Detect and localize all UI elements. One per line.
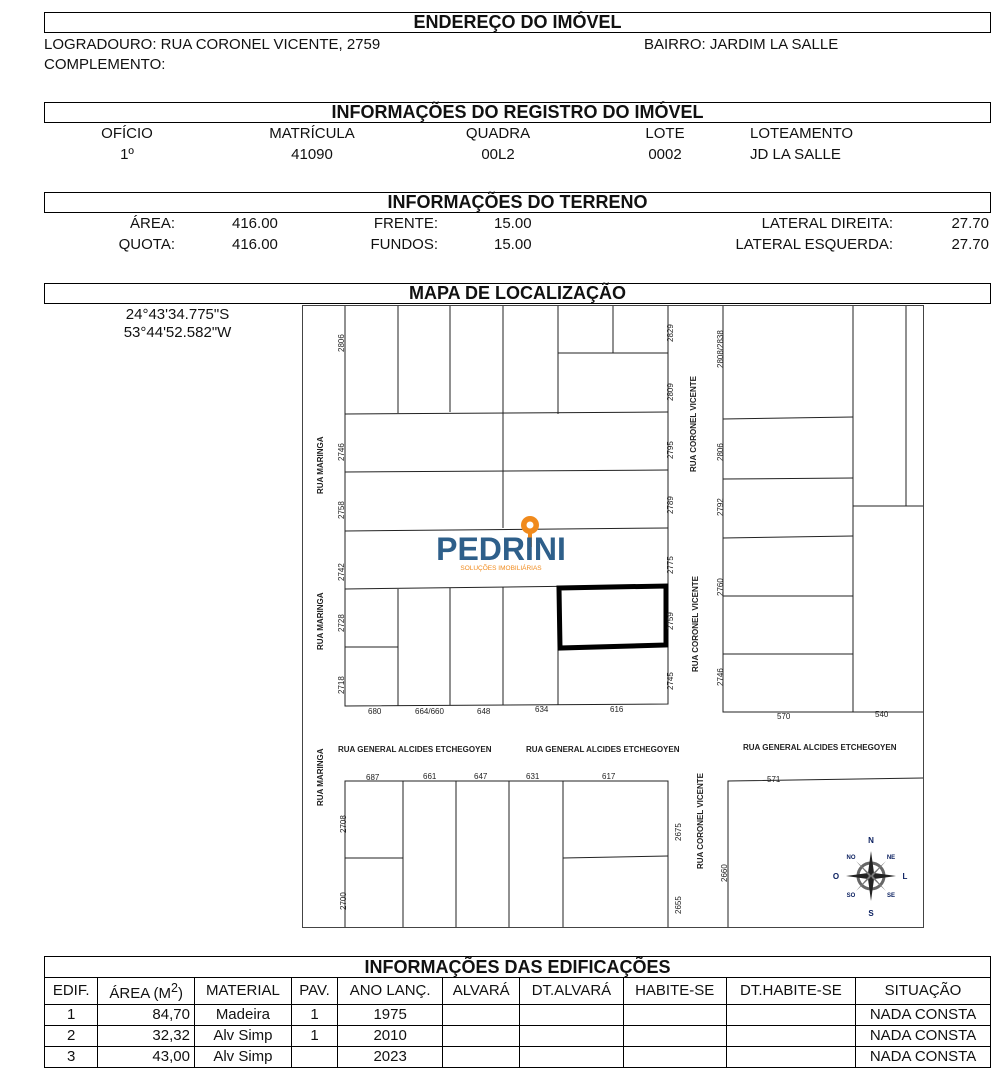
complemento: COMPLEMENTO: bbox=[44, 56, 166, 73]
table-cell: 1 bbox=[291, 1026, 337, 1047]
house-number: 648 bbox=[477, 707, 491, 716]
column-header: DT.ALVARÁ bbox=[520, 978, 623, 1005]
table-cell: Alv Simp bbox=[194, 1047, 291, 1068]
house-number: 540 bbox=[875, 710, 889, 719]
street-maringa-2: RUA MARINGA bbox=[316, 592, 325, 650]
table-row bbox=[45, 1026, 991, 1047]
compass-n: N bbox=[868, 836, 874, 845]
house-number: 2792 bbox=[716, 498, 725, 516]
lateral-esquerda-value: 27.70 bbox=[951, 236, 989, 253]
house-number: 617 bbox=[602, 772, 616, 781]
quadra-header: QUADRA bbox=[465, 125, 531, 142]
house-number: 2759 bbox=[666, 612, 675, 630]
table-cell: 2023 bbox=[338, 1047, 443, 1068]
house-number: 571 bbox=[767, 775, 781, 784]
table-cell: NADA CONSTA bbox=[856, 1026, 991, 1047]
street-coronel-2: RUA CORONEL VICENTE bbox=[691, 575, 700, 672]
table-cell: 2010 bbox=[338, 1026, 443, 1047]
latitude: 24°43'34.775"S bbox=[125, 306, 230, 323]
frente-value: 15.00 bbox=[494, 215, 532, 232]
mapa-title: MAPA DE LOCALIZAÇÃO bbox=[44, 283, 991, 304]
compass-so: SO bbox=[846, 893, 856, 899]
house-number: 2675 bbox=[674, 823, 683, 841]
street-general-3: RUA GENERAL ALCIDES ETCHEGOYEN bbox=[743, 743, 897, 752]
fundos-value: 15.00 bbox=[494, 236, 532, 253]
bairro: BAIRRO: JARDIM LA SALLE bbox=[644, 36, 839, 53]
table-cell: 1 bbox=[291, 1005, 337, 1026]
lote-header: LOTE bbox=[645, 125, 685, 142]
house-number: 2728 bbox=[337, 614, 346, 632]
logo-tagline: SOLUÇÕES IMOBILIÁRIAS bbox=[460, 565, 542, 572]
column-header: ÁREA $(M^2)$ bbox=[98, 978, 195, 1005]
registro-title: INFORMAÇÕES DO REGISTRO DO IMÓVEL bbox=[44, 102, 991, 123]
street-maringa-1: RUA MARINGA bbox=[316, 436, 325, 494]
house-number: 2775 bbox=[666, 556, 675, 574]
house-number: 2809 bbox=[666, 383, 675, 401]
column-header: DT.HABITE-SE bbox=[726, 978, 855, 1005]
lateral-direita-label: LATERAL DIREITA: bbox=[761, 215, 893, 232]
house-number: 680 bbox=[368, 707, 382, 716]
house-number: 2789 bbox=[666, 496, 675, 514]
street-general-2: RUA GENERAL ALCIDES ETCHEGOYEN bbox=[526, 745, 680, 754]
table-cell: 1 bbox=[45, 1005, 98, 1026]
column-header: EDIF. bbox=[45, 978, 98, 1005]
column-header: ANO LANÇ. bbox=[338, 978, 443, 1005]
table-cell bbox=[520, 1047, 623, 1068]
house-number: 2718 bbox=[337, 676, 346, 694]
column-header: ALVARÁ bbox=[443, 978, 520, 1005]
table-row bbox=[45, 1005, 991, 1026]
compass-no: NO bbox=[846, 855, 856, 861]
table-cell: Alv Simp bbox=[194, 1026, 291, 1047]
table-cell bbox=[443, 1026, 520, 1047]
table-cell: 3 bbox=[45, 1047, 98, 1068]
quadra-value: 00L2 bbox=[481, 146, 515, 163]
matricula-value: 41090 bbox=[291, 146, 333, 163]
house-number: 2746 bbox=[337, 443, 346, 461]
street-coronel-3: RUA CORONEL VICENTE bbox=[696, 772, 705, 869]
location-map bbox=[302, 305, 924, 928]
logo-name: PEDRINI bbox=[436, 531, 566, 567]
edificacoes-table bbox=[44, 956, 991, 1068]
loteamento-header: LOTEAMENTO bbox=[750, 125, 854, 142]
house-number: 2829 bbox=[666, 324, 675, 342]
house-number: 570 bbox=[777, 712, 791, 721]
pedrini-logo bbox=[436, 516, 566, 572]
edificacoes-title: INFORMAÇÕES DAS EDIFICAÇÕES bbox=[45, 957, 991, 978]
house-number: 2806 bbox=[337, 334, 346, 352]
house-number: 2808/2838 bbox=[716, 330, 725, 368]
terreno-title: INFORMAÇÕES DO TERRENO bbox=[44, 192, 991, 213]
oficio-value: 1º bbox=[120, 146, 134, 163]
area-label: ÁREA: bbox=[129, 215, 175, 232]
column-header: PAV. bbox=[291, 978, 337, 1005]
house-number: 2795 bbox=[666, 441, 675, 459]
column-header: MATERIAL bbox=[194, 978, 291, 1005]
table-cell: NADA CONSTA bbox=[856, 1047, 991, 1068]
house-number: 687 bbox=[366, 773, 380, 782]
map-lot-lines bbox=[345, 306, 923, 927]
logradouro: LOGRADOURO: RUA CORONEL VICENTE, 2759 bbox=[44, 36, 381, 53]
matricula-header: MATRÍCULA bbox=[269, 125, 355, 142]
house-number: 647 bbox=[474, 772, 488, 781]
lateral-direita-value: 27.70 bbox=[951, 215, 989, 232]
house-number: 2806 bbox=[716, 443, 725, 461]
compass-rose bbox=[833, 836, 908, 918]
table-row bbox=[45, 1047, 991, 1068]
quota-value: 416.00 bbox=[232, 236, 278, 253]
frente-label: FRENTE: bbox=[373, 215, 438, 232]
table-cell bbox=[443, 1005, 520, 1026]
column-header: SITUAÇÃO bbox=[856, 978, 991, 1005]
compass-o: O bbox=[832, 872, 840, 881]
lote-value: 0002 bbox=[648, 146, 682, 163]
loteamento-value: JD LA SALLE bbox=[750, 146, 841, 163]
quota-label: QUOTA: bbox=[118, 236, 175, 253]
table-cell: NADA CONSTA bbox=[856, 1005, 991, 1026]
house-number: 2760 bbox=[716, 578, 725, 596]
house-number: 2708 bbox=[339, 815, 348, 833]
compass-ne: NE bbox=[886, 855, 896, 861]
table-cell bbox=[623, 1047, 726, 1068]
house-number: 616 bbox=[610, 705, 624, 714]
table-cell: 84,70 bbox=[98, 1005, 195, 1026]
longitude: 53°44'52.582"W bbox=[123, 324, 232, 341]
compass-se: SE bbox=[886, 893, 896, 899]
house-number: 661 bbox=[423, 772, 437, 781]
house-number: 2660 bbox=[720, 864, 729, 882]
street-general-1: RUA GENERAL ALCIDES ETCHEGOYEN bbox=[338, 745, 492, 754]
table-cell: Madeira bbox=[194, 1005, 291, 1026]
endereco-title: ENDEREÇO DO IMÓVEL bbox=[44, 12, 991, 33]
table-cell bbox=[623, 1026, 726, 1047]
house-number: 2745 bbox=[666, 672, 675, 690]
table-cell bbox=[291, 1047, 337, 1068]
oficio-header: OFÍCIO bbox=[101, 125, 153, 142]
house-number: 2655 bbox=[674, 896, 683, 914]
street-coronel-1: RUA CORONEL VICENTE bbox=[689, 375, 698, 472]
area-value: 416.00 bbox=[232, 215, 278, 232]
table-cell: 43,00 bbox=[98, 1047, 195, 1068]
table-cell: 2 bbox=[45, 1026, 98, 1047]
table-cell bbox=[726, 1047, 855, 1068]
edificacoes-header-row bbox=[45, 978, 991, 1005]
house-number: 2700 bbox=[339, 892, 348, 910]
house-number: 2746 bbox=[716, 668, 725, 686]
table-cell bbox=[520, 1026, 623, 1047]
table-cell bbox=[726, 1005, 855, 1026]
table-cell bbox=[726, 1026, 855, 1047]
house-number: 2758 bbox=[337, 501, 346, 519]
table-cell: 32,32 bbox=[98, 1026, 195, 1047]
compass-l: L bbox=[902, 872, 908, 881]
table-cell bbox=[443, 1047, 520, 1068]
street-maringa-3: RUA MARINGA bbox=[316, 748, 325, 806]
house-number: 2742 bbox=[337, 563, 346, 581]
fundos-label: FUNDOS: bbox=[370, 236, 438, 253]
house-number: 634 bbox=[535, 705, 549, 714]
table-cell bbox=[623, 1005, 726, 1026]
table-cell: 1975 bbox=[338, 1005, 443, 1026]
house-number: 664/660 bbox=[415, 707, 444, 716]
lateral-esquerda-label: LATERAL ESQUERDA: bbox=[735, 236, 893, 253]
compass-s: S bbox=[868, 909, 874, 918]
highlighted-lot bbox=[559, 586, 666, 648]
table-cell bbox=[520, 1005, 623, 1026]
house-number: 631 bbox=[526, 772, 540, 781]
column-header: HABITE-SE bbox=[623, 978, 726, 1005]
